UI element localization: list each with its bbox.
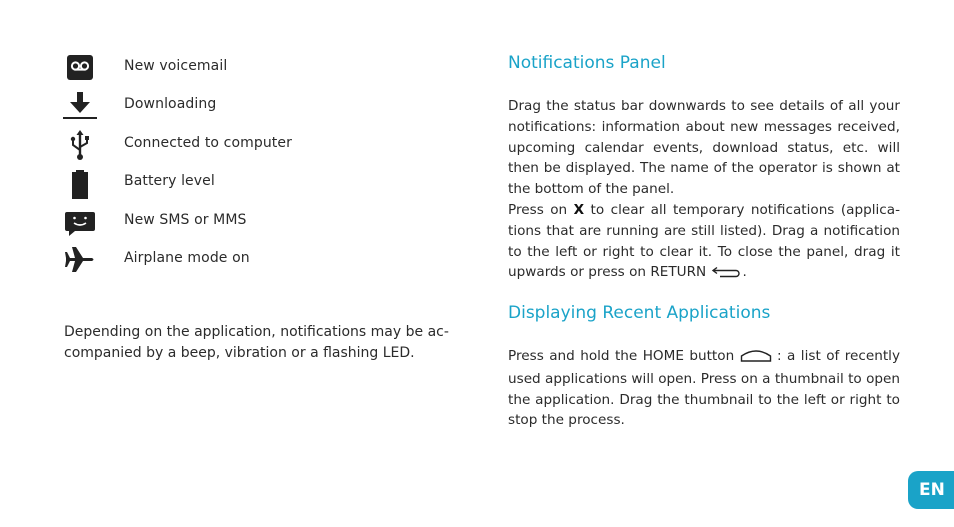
notifications-panel-heading: Notifications Panel (508, 53, 666, 73)
usb-icon (60, 129, 100, 161)
text: Press and hold the HOME button (508, 348, 740, 364)
legend-label: New SMS or MMS (124, 212, 247, 228)
voicemail-icon (60, 52, 100, 84)
legend-label: Battery level (124, 173, 215, 189)
text: . (742, 264, 747, 281)
legend-row-usb (60, 129, 460, 161)
legend-row-sms (60, 206, 460, 238)
text: : a list of recently used applications will open. Press on a thumbnail to open the application. Drag the thumbnail to the left or right to stop the process. (508, 348, 900, 429)
language-tab: EN (908, 471, 954, 509)
download-icon (60, 90, 100, 122)
sms-icon (60, 206, 100, 238)
return-icon (711, 264, 743, 285)
notifications-paragraph-1: Drag the status bar downwards to see details of all your notifications: information about new messages received, upcoming calendar events, download status, etc. will then be displayed. The name of the operator is shown at the bottom of the panel. (508, 98, 900, 198)
legend-label: Airplane mode on (124, 250, 250, 266)
legend-row-airplane (60, 244, 460, 276)
recent-apps-heading: Displaying Recent Applications (508, 303, 771, 323)
legend-row-downloading (60, 90, 460, 122)
notifications-paragraph-2 (508, 200, 900, 285)
airplane-icon (60, 244, 100, 276)
notification-sound-note: Depending on the application, notifications may be ac-companied by a beep, vibration or a flashing LED. (64, 324, 449, 361)
legend-label: New voicemail (124, 58, 228, 74)
legend-row-battery (60, 167, 460, 199)
recent-apps-paragraph (508, 346, 900, 431)
home-icon (740, 348, 772, 369)
text: to clear all temporary notifications (applica-tions that are running are still listed). Drag a notification to the left or right to clear it. To close the panel, drag it upwards or press on RETURN (508, 202, 900, 281)
legend-label: Connected to computer (124, 135, 292, 151)
legend-label: Downloading (124, 96, 217, 112)
battery-icon (60, 167, 100, 199)
legend-row-voicemail (60, 52, 460, 84)
clear-key: X (573, 202, 585, 218)
text: Press on (508, 202, 574, 218)
